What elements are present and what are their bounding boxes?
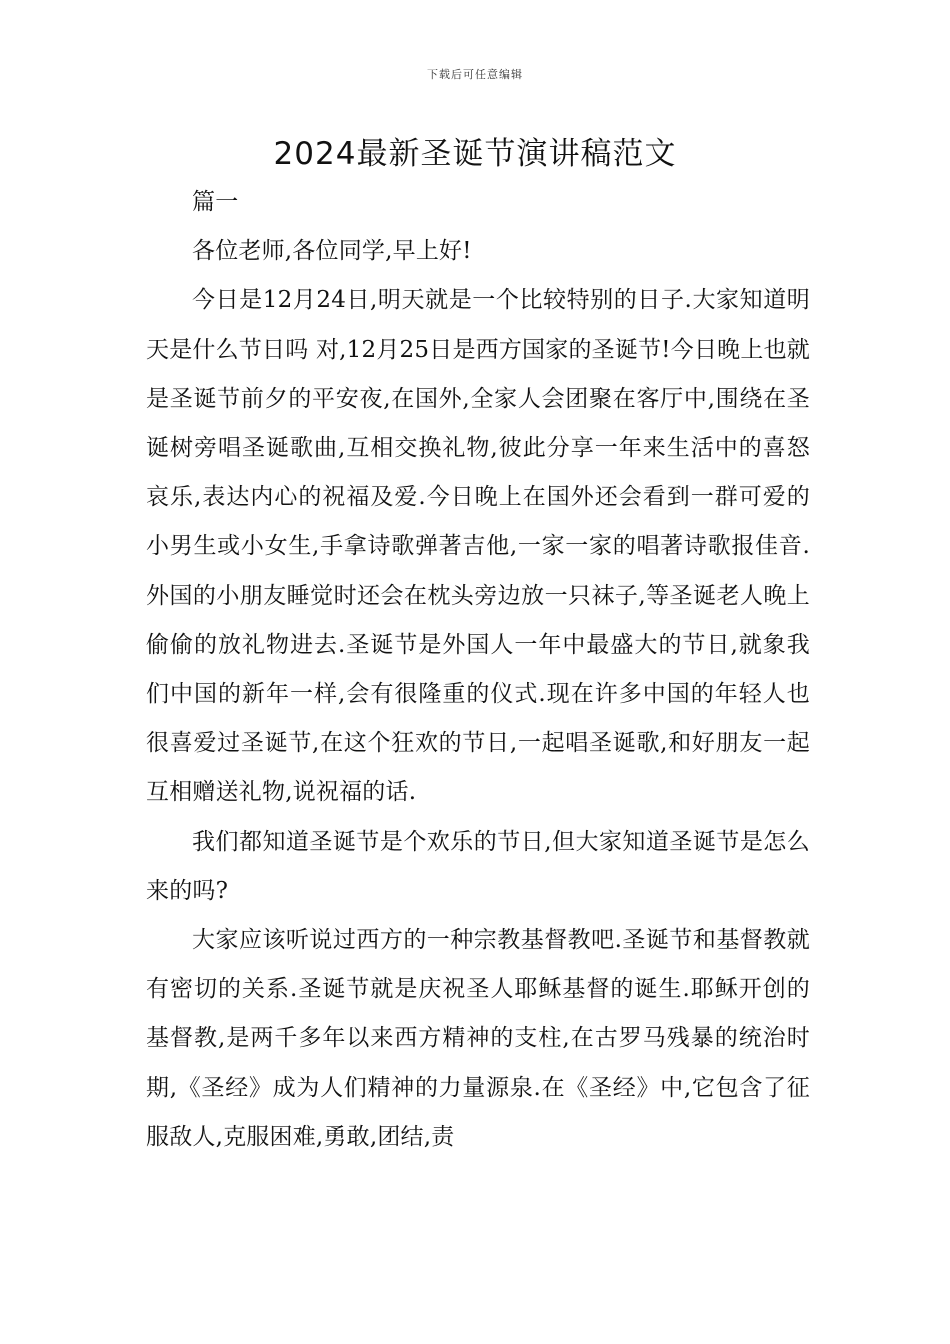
document-title: 2024最新圣诞节演讲稿范文 <box>273 136 677 172</box>
header-note: 下载后可任意编辑 <box>427 68 523 81</box>
body-paragraph: 我们都知道圣诞节是个欢乐的节日,但大家知道圣诞节是怎么来的吗? <box>146 828 810 904</box>
greeting-paragraph: 各位老师,各位同学,早上好! <box>192 238 472 265</box>
body-paragraph: 大家应该听说过西方的一种宗教基督教吧.圣诞节和基督教就有密切的关系.圣诞节就是庆祝圣人耶稣基督的诞生.耶稣开创的基督教,是两千多年以来西方精神的支柱,在古罗马残暴的统治时期,《圣经》成为人们精神的力量源泉.在《圣经》中,它包含了征服敌人,克服困难,勇敢,团结,责 <box>146 927 810 1150</box>
document-body <box>146 178 810 1162</box>
section-heading: 篇一 <box>192 189 239 215</box>
body-paragraph: 今日是12月24日,明天就是一个比较特别的日子.大家知道明天是什么节日吗 对,12月25日是西方国家的圣诞节!今日晚上也就是圣诞节前夕的平安夜,在国外,全家人会团聚在客厅中,围绕在圣诞树旁唱圣诞歌曲,互相交换礼物,彼此分享一年来生活中的喜怒哀乐,表达内心的祝福及爱.今日晚上在国外还会看到一群可爱的小男生或小女生,手拿诗歌弹著吉他,一家一家的唱著诗歌报佳音.外国的小朋友睡觉时还会在枕头旁边放一只袜子,等圣诞老人晚上偷偷的放礼物进去.圣诞节是外国人一年中最盛大的节日,就象我们中国的新年一样,会有很隆重的仪式.现在许多中国的年轻人也很喜爱过圣诞节,在这个狂欢的节日,一起唱圣诞歌,和好朋友一起互相赠送礼物,说祝福的话. <box>146 287 810 806</box>
